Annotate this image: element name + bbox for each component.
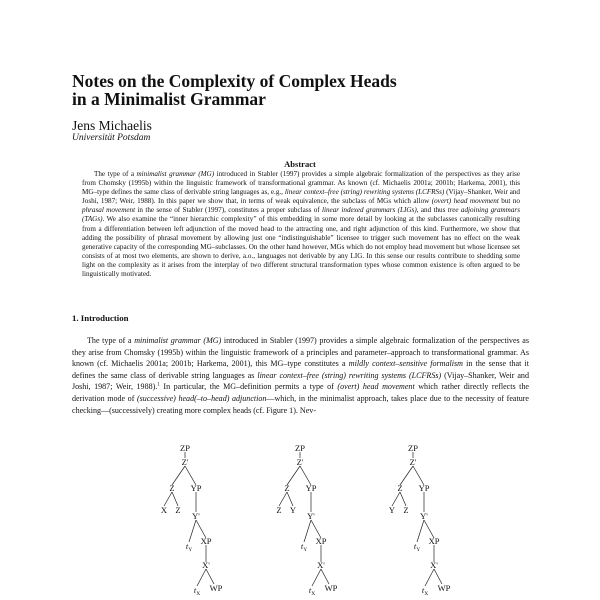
tree-edge <box>164 492 172 506</box>
tree-node-y-bar: Y' <box>420 511 428 521</box>
tree-node-yp: YP <box>190 483 202 493</box>
tree-node-x-bar: X' <box>202 560 210 570</box>
tree-edge <box>287 492 293 506</box>
tree-node-head-right: Z <box>175 505 181 515</box>
tree-node-trace-x: $t_X$ <box>193 585 201 597</box>
derivation-tree <box>161 443 223 597</box>
tree-node-xp: XP <box>315 536 327 546</box>
tree-edge <box>206 569 214 584</box>
tree-node-zp: ZP <box>295 443 305 453</box>
tree-node-y-bar: Y' <box>192 511 200 521</box>
tree-node-z-bar: Z' <box>181 457 189 467</box>
tree-node-head-left: Y <box>388 505 396 515</box>
tree-edge <box>392 492 400 506</box>
tree-edge <box>304 520 311 542</box>
tree-node-yp: YP <box>305 483 317 493</box>
section-heading-introduction: 1. Introduction <box>72 313 129 323</box>
tree-edge <box>172 492 178 506</box>
author-affiliation: Universität Potsdam <box>72 133 151 143</box>
tree-edge <box>434 569 442 584</box>
author-name: Jens Michaelis <box>72 118 152 133</box>
tree-node-zp: ZP <box>408 443 418 453</box>
derivation-tree <box>389 443 451 597</box>
title-line-1: Notes on the Complexity of Complex Heads <box>72 71 397 91</box>
derivation-tree <box>276 443 337 597</box>
tree-edge <box>425 569 434 586</box>
tree-node-xp: XP <box>200 536 212 546</box>
tree-node-x-bar: X' <box>430 560 438 570</box>
tree-node-x-bar: X' <box>317 560 325 570</box>
figure-1-trees <box>0 438 600 600</box>
tree-node-z-bar: Z' <box>409 457 417 467</box>
footnote-marker[interactable]: 1 <box>157 382 160 388</box>
tree-node-head-right: Y <box>289 505 297 515</box>
tree-node-wp: WP <box>437 583 451 593</box>
tree-edge <box>197 569 206 586</box>
introduction-paragraph: The type of a minimalist grammar (MG) introduced in Stabler (1997) provides a simple algebraic formalization of the perspectives as they arise from Chomsky (1995b) within the linguistic framework of a principles and parameter–approach to transformational grammar. As known (cf. Michaelis 2001a; 2001b; Harkema, 2001), this MG–type constitutes a mildly context–sensitive formalism in the sense that it defines the same class of derivable string languages as linear context–free (string) rewriting systems (LCFRSs) (Vijay–Shanker, Weir and Joshi, 1987; Weir, 1988).$^1$ In particular, the MG–definition permits a type of (overt) head movement which rather directly reflects the derivation mode of (successive) head(–to–head) adjunction—which, in the minimalist approach, takes place due to the necessity of feature checking—(successively) creating more complex heads (cf. Figure 1). Nev- <box>72 336 529 415</box>
tree-node-trace-y: $t_Y$ <box>185 541 193 553</box>
tree-edge <box>279 492 287 506</box>
tree-node-z-bar: Z' <box>296 457 304 467</box>
abstract-text: The type of a minimalist grammar (MG) introduced in Stabler (1997) provides a simple algebraic formalization of the perspectives as they arise from Chomsky (1995b) within the linguistic framework of transformational grammar. As known (cf. Michaelis 2001a; 2001b; Harkema, 2001), this MG–type defines the same class of derivable string languages as, e.g., linear context–free (string) rewriting systems (LCFRSs) (Vijay–Shanker, Weir and Joshi, 1987; Weir, 1988). In this paper we show that, in terms of weak equivalence, the subclass of MGs which allow (overt) head movement but no phrasal movement in the sense of Stabler (1997), constitutes a proper subclass of linear indexed grammars (LIGs), and thus tree adjoining grammars (TAGs). We also examine the “inner hierarchic complexity” of this embedding in some more detail by looking at the subclasses canonically resulting from a differentiation between left adjunction of the moved head to the attracting one, and right adjunction of this kind. Furthermore, we show that adding the possibility of phrasal movement by allowing just one “indistinguishable” licensee to trigger such movement has no effect on the weak generative capacity of the corresponding MG–subclasses. On the other hand however, MGs which do not employ head movement but whose licensee set consists of at most two elements, are shown to derive, a.o., languages not derivable by any LIG. In this sense our results contribute to shedding some light on the complexity as it arises from the interplay of two different structural transformation types whose common existence is often argued to be linguistically motivated. <box>82 170 521 279</box>
tree-node-y-bar: Y' <box>307 511 315 521</box>
tree-node-xp: XP <box>428 536 440 546</box>
tree-edge <box>321 569 329 584</box>
tree-node-z-head: Z <box>169 483 175 493</box>
tree-node-trace-y: $t_Y$ <box>413 541 421 553</box>
tree-node-wp: WP <box>324 583 338 593</box>
tree-node-wp: WP <box>209 583 223 593</box>
tree-edge <box>312 569 321 586</box>
tree-node-yp: YP <box>418 483 430 493</box>
title-line-2: in a Minimalist Grammar <box>72 89 266 109</box>
tree-node-head-right: Z <box>403 505 409 515</box>
paper-title <box>72 72 532 108</box>
tree-node-trace-x: $t_X$ <box>421 585 429 597</box>
tree-node-zp: ZP <box>180 443 190 453</box>
tree-edge <box>400 492 406 506</box>
tree-edge <box>189 520 196 542</box>
tree-node-trace-x: $t_X$ <box>308 585 316 597</box>
tree-edge <box>417 520 424 542</box>
tree-node-trace-y: $t_Y$ <box>300 541 308 553</box>
tree-node-head-left: Z <box>276 505 282 515</box>
tree-node-z-head: Z <box>284 483 290 493</box>
tree-node-head-left: X <box>160 505 168 515</box>
abstract-heading: Abstract <box>284 159 316 169</box>
tree-node-z-head: Z <box>397 483 403 493</box>
